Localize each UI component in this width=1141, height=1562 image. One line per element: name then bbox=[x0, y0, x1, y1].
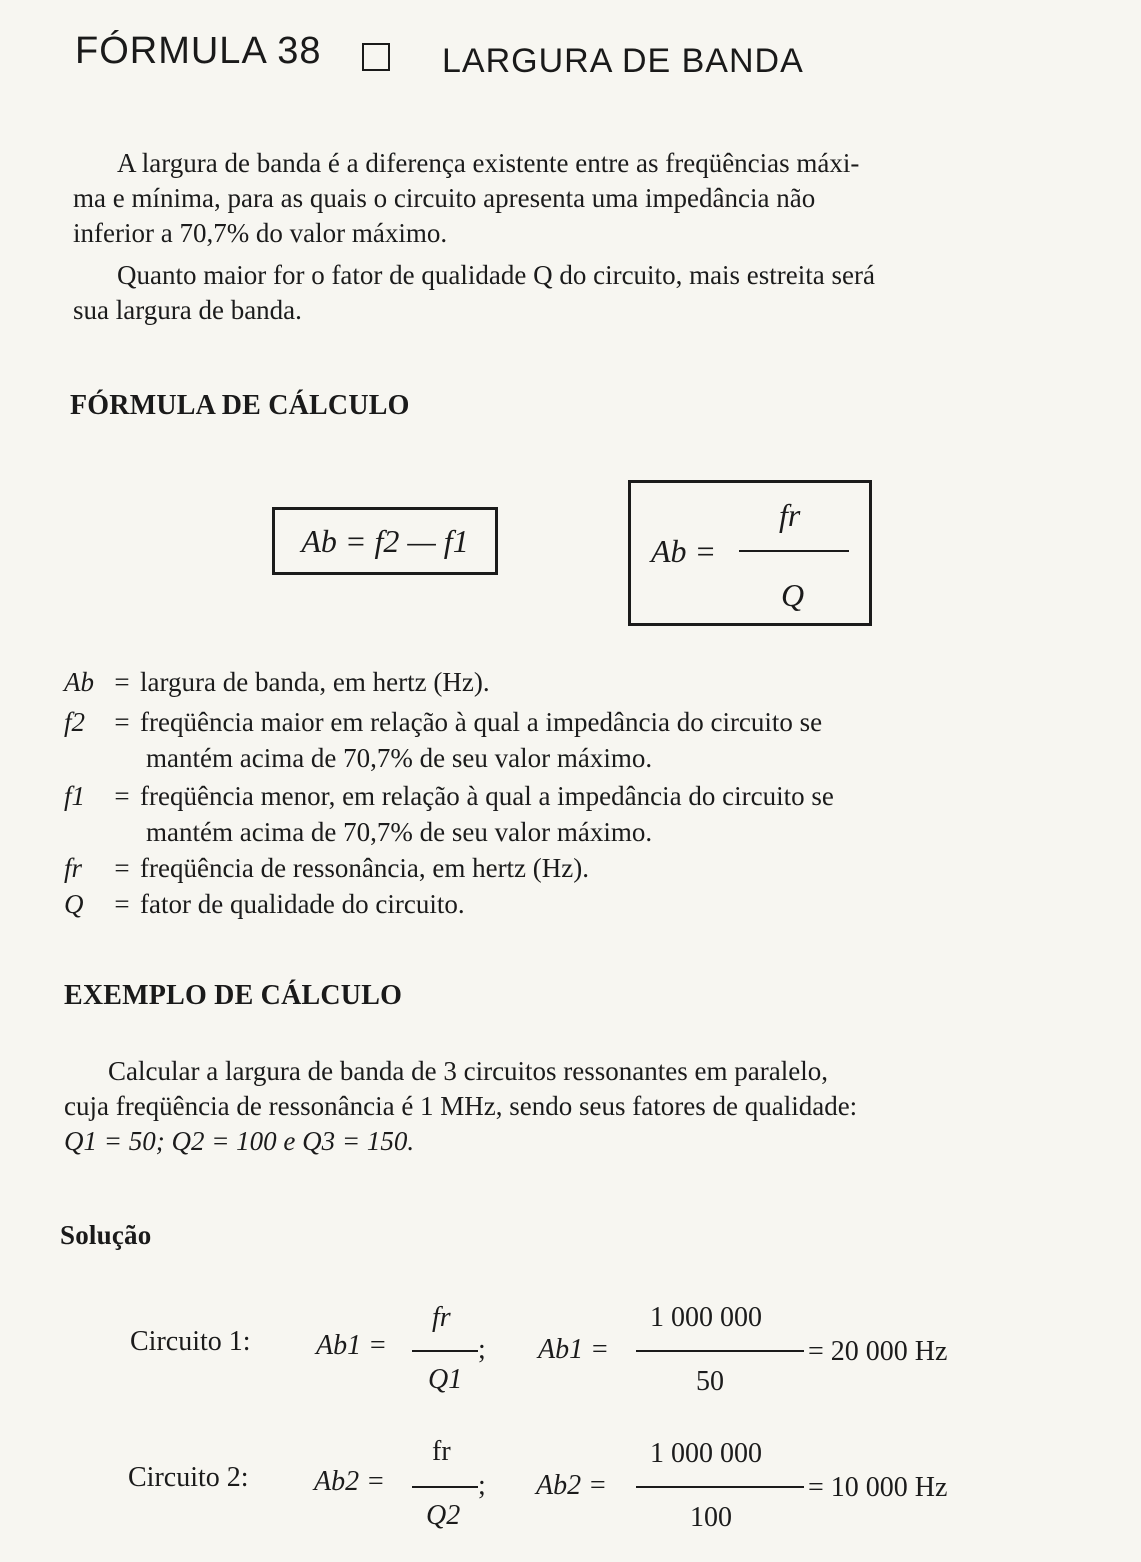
circuit-1-result: = 20 000 Hz bbox=[808, 1336, 948, 1367]
definition-symbol: Q bbox=[64, 889, 84, 919]
fraction-bar bbox=[636, 1350, 804, 1352]
circuit-2-numerator: fr bbox=[432, 1436, 451, 1467]
definition-text: freqüência menor, em relação à qual a impedância do circuito se bbox=[140, 781, 834, 811]
intro-paragraph-2 bbox=[73, 258, 1076, 328]
definition-continuation: mantém acima de 70,7% de seu valor máximo. bbox=[146, 743, 653, 773]
fraction-bar bbox=[636, 1486, 804, 1488]
circuit-2-lhs-2: Ab2 = bbox=[536, 1470, 607, 1501]
definition-symbol: Ab bbox=[64, 667, 94, 697]
circuit-2-denominator-2: 100 bbox=[690, 1502, 732, 1533]
fraction-bar bbox=[739, 550, 849, 552]
definition-text: freqüência maior em relação à qual a impedância do circuito se bbox=[140, 707, 823, 737]
definition-f1: f1 = freqüência menor, em relação à qual a impedância do circuito se bbox=[64, 778, 834, 814]
circuit-2-result: = 10 000 Hz bbox=[808, 1472, 948, 1503]
intro-line: sua largura de banda. bbox=[73, 295, 302, 325]
circuit-1-numerator: fr bbox=[432, 1302, 451, 1333]
intro-line: Quanto maior for o fator de qualidade Q do circuito, mais estreita será bbox=[117, 260, 875, 290]
formula-heading: FÓRMULA DE CÁLCULO bbox=[70, 390, 410, 421]
circuit-1-lhs: Ab1 = bbox=[316, 1330, 387, 1361]
definition-continuation: mantém acima de 70,7% de seu valor máximo. bbox=[146, 817, 653, 847]
circuit-1-lhs-2: Ab1 = bbox=[538, 1334, 609, 1365]
example-line: Q1 = 50; Q2 = 100 e Q3 = 150. bbox=[64, 1126, 415, 1156]
circuit-2-label: Circuito 2: bbox=[128, 1462, 249, 1493]
formula-difference: Ab = f2 — f1 bbox=[301, 522, 469, 559]
circuit-1-denominator: Q1 bbox=[428, 1364, 463, 1395]
intro-line: ma e mínima, para as quais o circuito apresenta uma impedância não bbox=[73, 183, 816, 213]
circuit-1-label: Circuito 1: bbox=[130, 1326, 251, 1357]
formula-box-difference bbox=[272, 507, 498, 575]
definition-text: largura de banda, em hertz (Hz). bbox=[140, 667, 490, 697]
definition-symbol: fr bbox=[64, 853, 83, 883]
definition-symbol: f2 bbox=[64, 707, 86, 737]
circuit-1-numerator-2: 1 000 000 bbox=[650, 1302, 762, 1333]
formula-ratio-lhs: Ab = bbox=[651, 533, 717, 569]
definition-fr: fr = freqüência de ressonância, em hertz (Hz). bbox=[64, 850, 589, 886]
fraction-bar bbox=[412, 1350, 478, 1352]
formula-ratio-numerator: fr bbox=[779, 497, 801, 533]
solution-heading: Solução bbox=[60, 1220, 152, 1250]
example-heading: EXEMPLO DE CÁLCULO bbox=[64, 980, 403, 1011]
page-title-number: FÓRMULA 38 bbox=[75, 30, 322, 72]
circuit-1-denominator-2: 50 bbox=[696, 1366, 724, 1397]
example-paragraph bbox=[64, 1054, 1070, 1159]
separator: ; bbox=[478, 1470, 486, 1501]
circuit-2-numerator-2: 1 000 000 bbox=[650, 1438, 762, 1469]
square-separator-icon bbox=[362, 43, 390, 71]
formula-box-ratio bbox=[628, 480, 872, 626]
definition-q: Q = fator de qualidade do circuito. bbox=[64, 886, 465, 922]
page-title: LARGURA DE BANDA bbox=[442, 42, 804, 80]
definition-text: fator de qualidade do circuito. bbox=[140, 889, 465, 919]
example-line: cuja freqüência de ressonância é 1 MHz, sendo seus fatores de qualidade: bbox=[64, 1091, 858, 1121]
circuit-2-lhs: Ab2 = bbox=[314, 1466, 385, 1497]
formula-ratio-denominator: Q bbox=[781, 577, 805, 613]
intro-line: inferior a 70,7% do valor máximo. bbox=[73, 218, 448, 248]
definition-symbol: f1 bbox=[64, 781, 86, 811]
example-line: Calcular a largura de banda de 3 circuitos ressonantes em paralelo, bbox=[108, 1056, 828, 1086]
circuit-2-denominator: Q2 bbox=[426, 1500, 461, 1531]
intro-paragraph-1 bbox=[73, 146, 1076, 251]
fraction-bar bbox=[412, 1486, 478, 1488]
definition-ab: Ab = largura de banda, em hertz (Hz). bbox=[64, 664, 490, 700]
intro-line: A largura de banda é a diferença existente entre as freqüências máxi- bbox=[117, 148, 860, 178]
separator: ; bbox=[478, 1334, 486, 1365]
definition-f2: f2 = freqüência maior em relação à qual a impedância do circuito se bbox=[64, 704, 822, 740]
definition-text: freqüência de ressonância, em hertz (Hz). bbox=[140, 853, 590, 883]
